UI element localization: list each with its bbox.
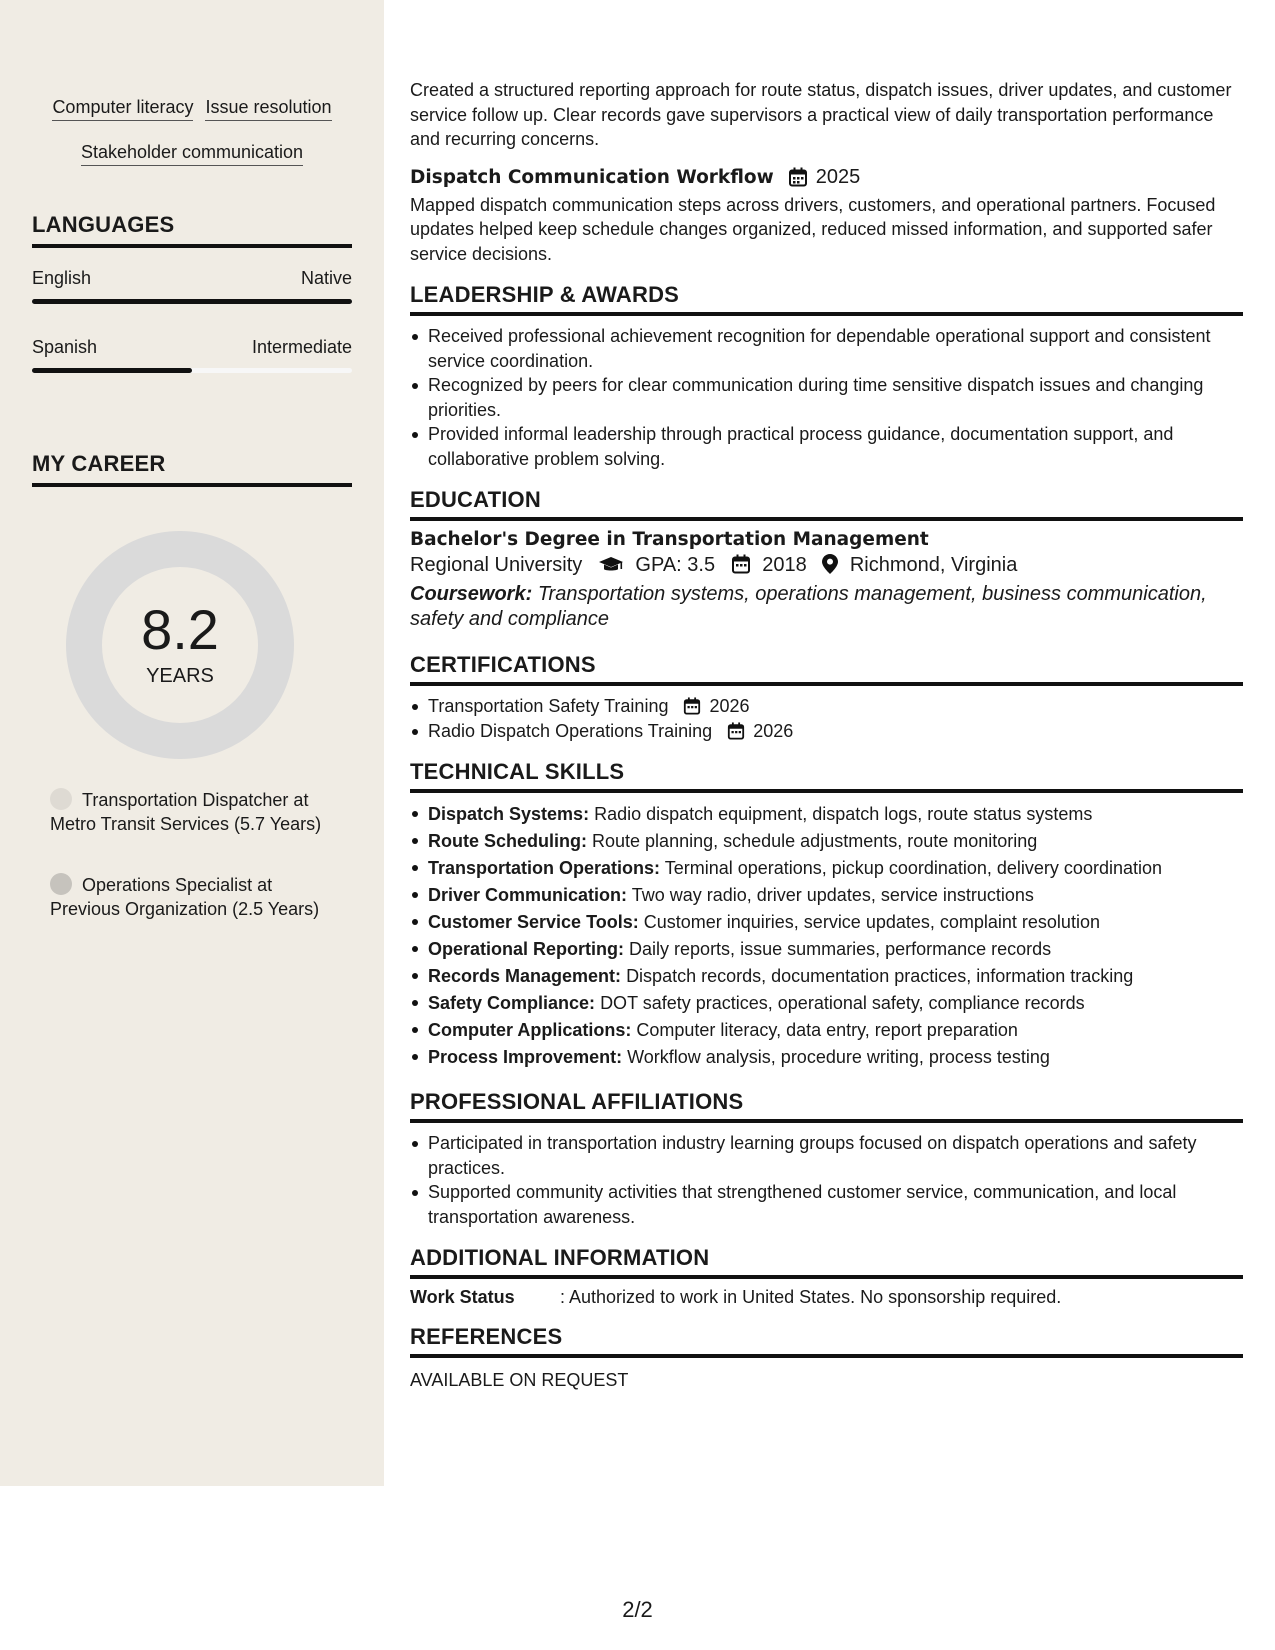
skill-text: Route planning, schedule adjustments, route monitoring (592, 831, 1038, 851)
skill-tag: Issue resolution (205, 96, 331, 121)
project-year: 2025 (815, 165, 861, 188)
coursework-label: Coursework: (410, 583, 533, 605)
skill-text: Two way radio, driver updates, service instructions (631, 885, 1034, 905)
technical-skills-heading: TECHNICAL SKILLS (410, 759, 1243, 793)
skill-label: Driver Communication: (428, 885, 628, 905)
graduation-year: 2018 (762, 554, 807, 576)
additional-info-heading: ADDITIONAL INFORMATION (410, 1245, 1243, 1279)
language-level: Native (300, 268, 352, 288)
education-heading: EDUCATION (410, 487, 1243, 521)
affiliations-heading: PROFESSIONAL AFFILIATIONS (410, 1089, 1243, 1123)
language-name: English (32, 268, 92, 288)
skill-label: Transportation Operations: (428, 858, 661, 878)
language-bar-fill (32, 368, 192, 373)
certifications-list (410, 694, 1243, 743)
language-level: Intermediate (251, 337, 352, 357)
skill-tag: Stakeholder communication (81, 141, 303, 166)
skill-label: Records Management: (428, 966, 622, 986)
calendar-icon (683, 697, 701, 715)
career-total-years: 8.2 (141, 598, 219, 661)
legend-dot (50, 873, 72, 895)
skill-text: Radio dispatch equipment, dispatch logs, route status systems (594, 804, 1093, 824)
references-text: AVAILABLE ON REQUEST (410, 1369, 629, 1390)
degree-title: Bachelor's Degree in Transportation Management (410, 529, 929, 550)
career-item (50, 873, 340, 921)
work-status-label: Work Status (410, 1287, 515, 1307)
skill-label: Customer Service Tools: (428, 912, 639, 932)
certification-year: 2026 (753, 720, 794, 741)
references-heading: REFERENCES (410, 1324, 1243, 1358)
list-item (410, 855, 1243, 882)
skill-text: Daily reports, issue summaries, performance records (629, 939, 1052, 959)
list-item (410, 719, 1243, 744)
skill-text: DOT safety practices, operational safety, compliance records (600, 993, 1085, 1013)
skill-label: Route Scheduling: (428, 831, 587, 851)
career-item (50, 788, 340, 836)
list-item (410, 694, 1243, 719)
language-english (32, 268, 352, 304)
list-item (410, 909, 1243, 936)
school-name: Regional University (410, 554, 583, 576)
skill-label: Process Improvement: (428, 1047, 623, 1067)
certification-name: Radio Dispatch Operations Training (428, 720, 713, 741)
legend-dot (50, 788, 72, 810)
language-name: Spanish (32, 337, 98, 357)
certification-year: 2026 (709, 696, 750, 716)
skill-tag: Computer literacy (52, 96, 193, 121)
career-item-text: Operations Specialist at Previous Organization (2.5 Years) (50, 875, 320, 919)
list-item (410, 882, 1243, 909)
list-item (410, 828, 1243, 855)
location-pin-icon (822, 554, 838, 574)
skill-text: Workflow analysis, procedure writing, process testing (627, 1047, 1050, 1067)
calendar-icon (727, 722, 745, 740)
list-item (410, 990, 1243, 1017)
list-item (410, 963, 1243, 990)
list-item: Received professional achievement recognition for dependable operational support and consistent service coordination. (410, 324, 1243, 373)
career-unit: YEARS (146, 665, 214, 687)
graduation-cap-icon (598, 556, 624, 574)
work-status-row (410, 1285, 1243, 1310)
technical-skills-list (410, 801, 1243, 1071)
list-item: Supported community activities that strengthened customer service, communication, and local transportation awareness. (410, 1180, 1243, 1229)
language-bar (32, 299, 352, 304)
calendar-icon (788, 167, 808, 187)
list-item (410, 1044, 1243, 1071)
intro-paragraph: Created a structured reporting approach for route status, dispatch issues, driver updates, and customer service follow up. Clear records gave supervisors a practical view of daily transportation performance and recurring concerns. (410, 80, 1232, 149)
skill-label: Dispatch Systems: (428, 804, 590, 824)
main-content (410, 0, 1243, 1392)
list-item (410, 936, 1243, 963)
coursework (410, 582, 1243, 632)
list-item: Recognized by peers for clear communication during time sensitive dispatch issues and changing priorities. (410, 373, 1243, 422)
skill-tags (32, 86, 352, 176)
skill-label: Computer Applications: (428, 1020, 632, 1040)
calendar-icon (731, 554, 751, 574)
leadership-list (410, 324, 1243, 471)
language-bar-fill (32, 299, 352, 304)
skill-text: Terminal operations, pickup coordination, delivery coordination (664, 858, 1162, 878)
list-item: Participated in transportation industry learning groups focused on dispatch operations and safety practices. (410, 1131, 1243, 1180)
project-title: Dispatch Communication Workflow (410, 166, 774, 188)
education-location: Richmond, Virginia (849, 554, 1018, 576)
project-description: Mapped dispatch communication steps across drivers, customers, and operational partners. Focused updates helped keep schedule changes organized, reduced missed information, and supported safer service decisions. (410, 194, 1216, 264)
skill-text: Dispatch records, documentation practices, information tracking (626, 966, 1134, 986)
skill-text: Customer inquiries, service updates, complaint resolution (643, 912, 1100, 932)
leadership-heading: LEADERSHIP & AWARDS (410, 282, 1243, 316)
skill-label: Safety Compliance: (428, 993, 596, 1013)
language-spanish (32, 337, 352, 373)
language-bar (32, 368, 352, 373)
gpa: GPA: 3.5 (635, 554, 716, 576)
list-item: Provided informal leadership through practical process guidance, documentation support, and collaborative problem solving. (410, 422, 1243, 471)
affiliations-list (410, 1131, 1243, 1229)
skill-label: Operational Reporting: (428, 939, 625, 959)
coursework-text: Transportation systems, operations management, business communication, safety and compliance (410, 583, 1207, 630)
sidebar (0, 0, 384, 1486)
career-heading: MY CAREER (32, 451, 352, 487)
project-header (410, 166, 1243, 189)
work-status-value: : Authorized to work in United States. No sponsorship required. (560, 1287, 1062, 1307)
certification-name: Transportation Safety Training (428, 696, 669, 716)
education-meta (410, 552, 1243, 578)
skill-text: Computer literacy, data entry, report preparation (636, 1020, 1018, 1040)
list-item (410, 1017, 1243, 1044)
career-item-text: Transportation Dispatcher at Metro Transit Services (5.7 Years) (50, 790, 322, 834)
certifications-heading: CERTIFICATIONS (410, 652, 1243, 686)
languages-heading: LANGUAGES (32, 212, 352, 248)
list-item (410, 801, 1243, 828)
page-number: 2/2 (622, 1597, 653, 1622)
